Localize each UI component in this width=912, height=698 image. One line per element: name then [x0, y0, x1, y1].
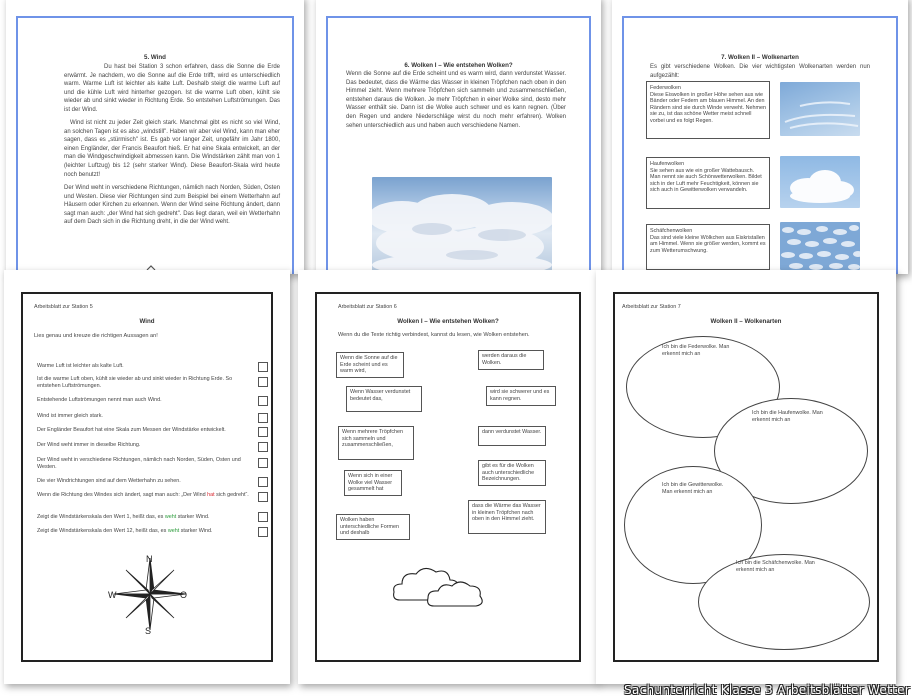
page-title: 5. Wind	[144, 54, 166, 61]
cloud-type-box	[646, 224, 770, 270]
chevron-up-icon	[146, 258, 156, 264]
statement: Entstehende Luftströmungen nennt man auch Wind.	[37, 397, 162, 403]
worksheet-header: Arbeitsblatt zur Station 7	[622, 304, 681, 310]
page-title: Wolken I – Wie entstehen Wolken?	[397, 318, 499, 325]
connect-box-left[interactable]: Wolken haben unterschiedliche Formen und deshalb	[336, 514, 410, 540]
compass-label-o: O	[180, 590, 188, 600]
instruction: Lies genau und kreuze die richtigen Aussagen an!	[34, 333, 158, 339]
connect-box-left[interactable]: Wenn die Sonne auf die Erde scheint und es warm wird,	[336, 352, 404, 378]
statement: Der Wind weht in verschiedene Richtungen, nämlich nach Norden, Süden, Osten und Westen.	[37, 457, 241, 470]
paragraph: Wind ist nicht zu jeder Zeit gleich stark. Manchmal gibt es nicht so viel Wind, an solchen Tagen ist es also „windstill". Haben wir aber viel Wind, kann man eher sagen, dass es „stürmisch" ist. Es gab vor langer Zeit, ungefähr im Jahr 1800, einen Engländer, der Francis Beaufort hieß. Er hat eine Skala entwickelt, an der man die Windgeschwindigkeit abmessen kann. Die Windstärken zählt man von 1 (leichter Luftzug) bis 12 (sehr starker Wind). Diese Beaufort-Skala wird heute noch benutzt!	[64, 120, 280, 178]
connect-box-right[interactable]: werden daraus die Wolken.	[478, 350, 544, 370]
statement: Der Engländer Beaufort hat eine Skala zum Messen der Windstärke entwickelt.	[37, 427, 226, 433]
cloud-type-box	[646, 157, 770, 209]
statement-colored: Zeigt die Windstärkenskala den Wert 12, heißt das, es weht starker Wind.	[37, 528, 213, 534]
statement: Der Wind weht immer in dieselbe Richtung.	[37, 442, 141, 448]
statement: Wind ist immer gleich stark.	[37, 413, 103, 419]
cloud-type-name: Federwolken	[650, 85, 681, 91]
cloud-type-name: Haufenwolken	[650, 161, 685, 167]
cloud-type-text: Sie sehen aus wie ein großer Wattebausch. Man nennt sie auch Schönwetterwolken. Bildet sich in der Luft mehr Feuchtigkeit, können sie sich auch in Gewitterwolken verwandeln.	[650, 167, 762, 194]
page-wolken-2	[612, 0, 908, 274]
ellipse-prompt: Ich bin die Haufenwolke. Man erkennt mich an	[752, 410, 823, 423]
answer-checkbox[interactable]	[258, 362, 268, 372]
cloud-type-text: Das sind viele kleine Wölkchen aus Eiskristallen am Himmel. Wenn sie größer werden, kommt es zum Wetterumschwung.	[650, 234, 766, 254]
statement: Die vier Windrichtungen sind auf dem Wetterhahn zu sehen.	[37, 478, 181, 484]
paragraph: Du hast bei Station 3 schon erfahren, dass die Sonne die Erde erwärmt. Je nachdem, wo die Sonne auf die Erde trifft, wird es unterschiedlich warm. Warme Luft ist leichter als kalte Luft. Deshalb steigt die warme Luft auf und die kühle Luft wird hinterher gezogen. Ist die warme Luft oben, kühlt sie wieder ab und sinkt wieder in Richtung Erde. So entstehen Luftströmungen. Das ist der Wind.	[64, 64, 280, 113]
connect-box-right[interactable]: gibt es für die Wolken auch unterschiedliche Bezeichnungen.	[478, 460, 546, 486]
cloud-type-text: Diese Eiswolken in großer Höhe sehen aus wie Bänder oder Federn am blauen Himmel. An den Rändern sind sie durch Winde verweht. Nehmen sie zu, ist das schöne Wetter meist schnell vorbei und es folgt Regen.	[650, 91, 766, 124]
page-title: 6. Wolken I – Wie entstehen Wolken?	[404, 62, 513, 69]
answer-checkbox[interactable]	[258, 396, 268, 406]
compass-label-w: W	[108, 590, 117, 600]
answer-checkbox[interactable]	[258, 527, 268, 537]
answer-checkbox[interactable]	[258, 492, 268, 502]
cloud-type-box	[646, 81, 770, 139]
cloud-photo	[372, 177, 552, 271]
connect-box-right[interactable]: wird sie schwerer und es kann regnen.	[486, 386, 556, 406]
page-title: Wind	[139, 318, 155, 325]
page-wind	[6, 0, 304, 274]
ellipse-prompt: Ich bin die Federwolke. Man erkennt mich an	[662, 344, 730, 357]
cloud-drawing-icon	[390, 560, 488, 610]
footer-caption: Sachunterricht Klasse 3 Arbeitsblätter Wetter	[624, 683, 910, 697]
paragraph: Der Wind weht in verschiedene Richtungen, nämlich nach Norden, Süden, Osten und Westen. Diese vier Richtungen sind zum Beispiel bei einem Wetterhahn auf Häusern oder Kirchen zu erkennen. Wenn der Wind seine Richtung ändert, dann sagt man auch: „der Wind hat sich gedreht". Das liegt daran, weil ein Wetterhahn auf dem Dach sich in die Richtung dreht, in die der Wind weht.	[64, 185, 280, 226]
connect-box-right[interactable]: dass die Wärme das Wasser in kleinen Tröpfchen nach oben in den Himmel zieht.	[468, 500, 546, 534]
instruction: Wenn du die Texte richtig verbindest, kannst du lesen, wie Wolken entstehen.	[338, 332, 530, 338]
connect-box-left[interactable]: Wenn mehrere Tröpfchen sich sammeln und zusammenschließen,	[338, 426, 414, 460]
answer-checkbox[interactable]	[258, 512, 268, 522]
answer-checkbox[interactable]	[258, 377, 268, 387]
ellipse-prompt: Ich bin die Schäfchenwolke. Man erkennt mich an	[736, 560, 815, 573]
worksheet-header: Arbeitsblatt zur Station 5	[34, 304, 93, 310]
answer-checkbox[interactable]	[258, 427, 268, 437]
compass-label-n: N	[146, 554, 153, 564]
answer-checkbox[interactable]	[258, 477, 268, 487]
paragraph: Wenn die Sonne auf die Erde scheint und es warm wird, dann verdunstet Wasser. Das bedeutet, dass die Wärme das Wasser in kleinen Tröpfchen nach oben in den Himmel zieht. Wenn mehrere Tröpfchen sich sammeln und zusammenschließen, entstehen daraus die Wolken. Je mehr Tröpfchen in einer Wolke sind, desto mehr Wasser enthält sie. Dann ist die Wolke auch schwer und es kann regnen. (Über den Regen und andere Niederschläge wirst du noch mehr erfahren). Wolken sehen unterschiedlich aus und haben auch verschiedene Namen.	[346, 71, 566, 129]
worksheet-station-7	[596, 270, 896, 684]
answer-checkbox[interactable]	[258, 442, 268, 452]
cumulus-photo	[780, 156, 860, 208]
page-title: Wolken II – Wolkenarten	[710, 318, 782, 325]
cloud-type-name: Schäfchenwolken	[650, 228, 693, 234]
statement-colored: Wenn die Richtung des Windes sich ändert, sagt man auch: „Der Wind hat sich gedreht“.	[37, 492, 249, 498]
compass-label-s: S	[145, 626, 152, 636]
page-title: 7. Wolken II – Wolkenarten	[721, 54, 799, 61]
ellipse-prompt: Ich bin die Gewitterwolke. Man erkennt mich an	[662, 482, 724, 495]
answer-checkbox[interactable]	[258, 413, 268, 423]
worksheet-station-6	[298, 270, 598, 684]
connect-box-left[interactable]: Wenn Wasser verdunstet bedeutet das,	[346, 386, 422, 412]
intro-text: Es gibt verschiedene Wolken. Die vier wichtigsten Wolkenarten werden nun aufgezählt:	[650, 64, 870, 79]
cirrus-photo	[780, 82, 860, 136]
statement-colored: Zeigt die Windstärkenskala den Wert 1, heißt das, es weht starker Wind.	[37, 514, 210, 520]
answer-checkbox[interactable]	[258, 458, 268, 468]
worksheet-header: Arbeitsblatt zur Station 6	[338, 304, 397, 310]
altocumulus-photo	[780, 222, 860, 270]
page-wolken-1	[316, 0, 601, 274]
statement: Ist die warme Luft oben, kühlt sie wieder ab und sinkt wieder in Richtung Erde. So entstehen Luftströmungen.	[37, 376, 233, 389]
connect-box-left[interactable]: Wenn sich in einer Wolke viel Wasser gesammelt hat	[344, 470, 402, 496]
worksheet-station-5	[4, 270, 290, 684]
connect-box-right[interactable]: dann verdunstet Wasser.	[478, 426, 546, 446]
statement: Warme Luft ist leichter als kalte Luft.	[37, 363, 124, 369]
